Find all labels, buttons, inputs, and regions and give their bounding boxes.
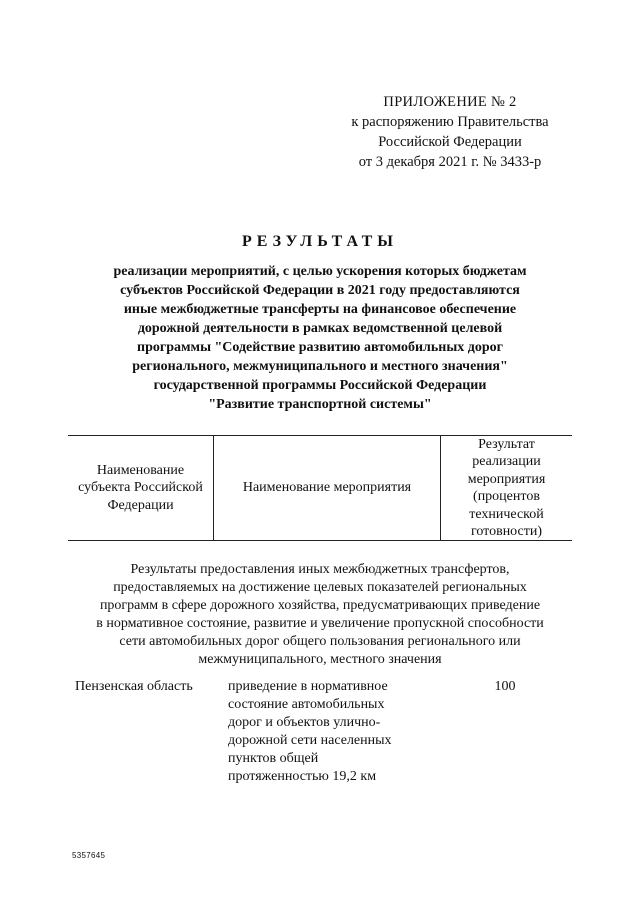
subheading-line: программы "Содействие развитию автомобильных дорог <box>137 340 503 355</box>
header-event-name: Наименование мероприятия <box>242 480 412 496</box>
subheading-line: дорожной деятельности в рамках ведомственной целевой <box>137 321 503 336</box>
subheading-line: "Развитие транспортной системы" <box>208 397 432 412</box>
cell-region: Пензенская область <box>75 679 193 694</box>
subheading-line: регионального, межмуниципального и местного значения" <box>132 359 508 374</box>
appendix-line-country: Российской Федерации <box>378 134 522 150</box>
subheading-line: государственной программы Российской Федерации <box>153 378 487 393</box>
subheading-line: иные межбюджетные трансферты на финансовое обеспечение <box>123 302 517 317</box>
header-subject-name: Наименование субъекта Российской Федерации <box>78 462 203 513</box>
appendix-block <box>330 92 570 172</box>
cell-event: приведение в нормативное состояние автомобильных дорог и объектов улично- дорожной сети населенных пунктов общей протяженностью 19,2 км <box>228 679 392 784</box>
results-table-header <box>68 435 572 541</box>
document-subheading <box>80 262 560 414</box>
cell-result: 100 <box>494 679 516 694</box>
document-code: 5357645 <box>72 851 106 860</box>
appendix-title: ПРИЛОЖЕНИЕ № 2 <box>383 94 517 110</box>
header-result: Результат реализации мероприятия (процентов технической готовности) <box>467 436 546 539</box>
subheading-line: субъектов Российской Федерации в 2021 году предоставляются <box>120 283 520 298</box>
document-heading: РЕЗУЛЬТАТЫ <box>241 233 399 250</box>
appendix-line-date: от 3 декабря 2021 г. № 3433-р <box>358 154 542 170</box>
appendix-line-decree: к распоряжению Правительства <box>351 114 549 130</box>
table-section-title: Результаты предоставления иных межбюджетных трансфертов, предоставляемых на достижение целевых показателей региональных программ в сфере дорожного хозяйства, предусматривающих приведение в нормативное состояние, развитие и увеличение пропускной способности сети автомобильных дорог общего пользования регионального или межмуниципального, местного значения <box>96 562 544 667</box>
subheading-line: реализации мероприятий, с целью ускорения которых бюджетам <box>113 264 527 279</box>
